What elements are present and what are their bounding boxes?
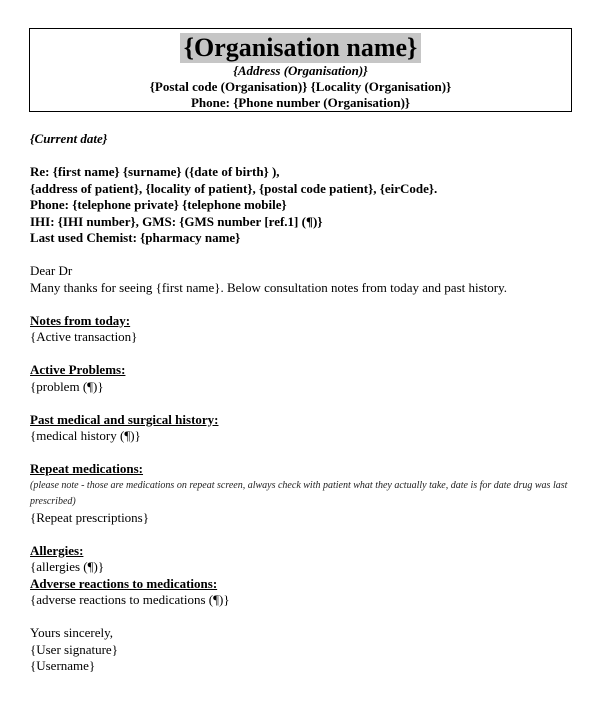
organisation-postal-locality: {Postal code (Organisation)} {Locality (Organisation)} — [149, 79, 452, 94]
repeat-meds-value: {Repeat prescriptions} — [30, 509, 149, 525]
current-date: {Current date} — [30, 131, 108, 146]
intro-text: Many thanks for seeing {first name}. Below consultation notes from today and past history. — [30, 279, 508, 295]
greeting: Dear Dr — [30, 263, 73, 278]
repeat-meds-note: (please note - those are medications on repeat screen, always check with patient what they actually take, date is for date drug was last prescribed) — [30, 479, 568, 507]
letterhead — [29, 28, 572, 112]
patient-address-line: {address of patient}, {locality of patient}, {postal code patient}, {eirCode}. — [30, 180, 438, 196]
patient-re-line: Re: {first name} {surname} ({date of birth} ), — [30, 164, 280, 179]
adverse-reactions-heading: Adverse reactions to medications: — [30, 575, 218, 591]
sign-off: Yours sincerely, — [30, 625, 114, 640]
username: {Username} — [30, 658, 96, 673]
notes-today-value: {Active transaction} — [30, 329, 138, 344]
active-problems-heading: Active Problems: — [30, 362, 126, 377]
organisation-address: {Address (Organisation)} — [233, 63, 368, 78]
organisation-phone: Phone: {Phone number (Organisation)} — [190, 95, 411, 110]
allergies-heading: Allergies: — [30, 542, 84, 558]
repeat-meds-heading: Repeat medications: — [30, 461, 144, 476]
notes-today-heading: Notes from today: — [30, 312, 131, 328]
past-history-heading: Past medical and surgical history: — [30, 411, 219, 427]
active-problems-value: {problem (¶)} — [30, 378, 104, 394]
past-history-value: {medical history (¶)} — [30, 428, 141, 443]
allergies-value: {allergies (¶)} — [30, 559, 105, 574]
adverse-reactions-value: {adverse reactions to medications (¶)} — [30, 592, 230, 607]
patient-chemist-line: Last used Chemist: {pharmacy name} — [30, 230, 241, 245]
organisation-name: {Organisation name} — [180, 33, 422, 63]
user-signature: {User signature} — [30, 641, 118, 657]
patient-ihi-line: IHI: {IHI number}, GMS: {GMS number [ref.1] (¶)} — [30, 213, 323, 229]
patient-phone-line: Phone: {telephone private} {telephone mobile} — [30, 197, 287, 212]
letter-body — [30, 131, 590, 675]
